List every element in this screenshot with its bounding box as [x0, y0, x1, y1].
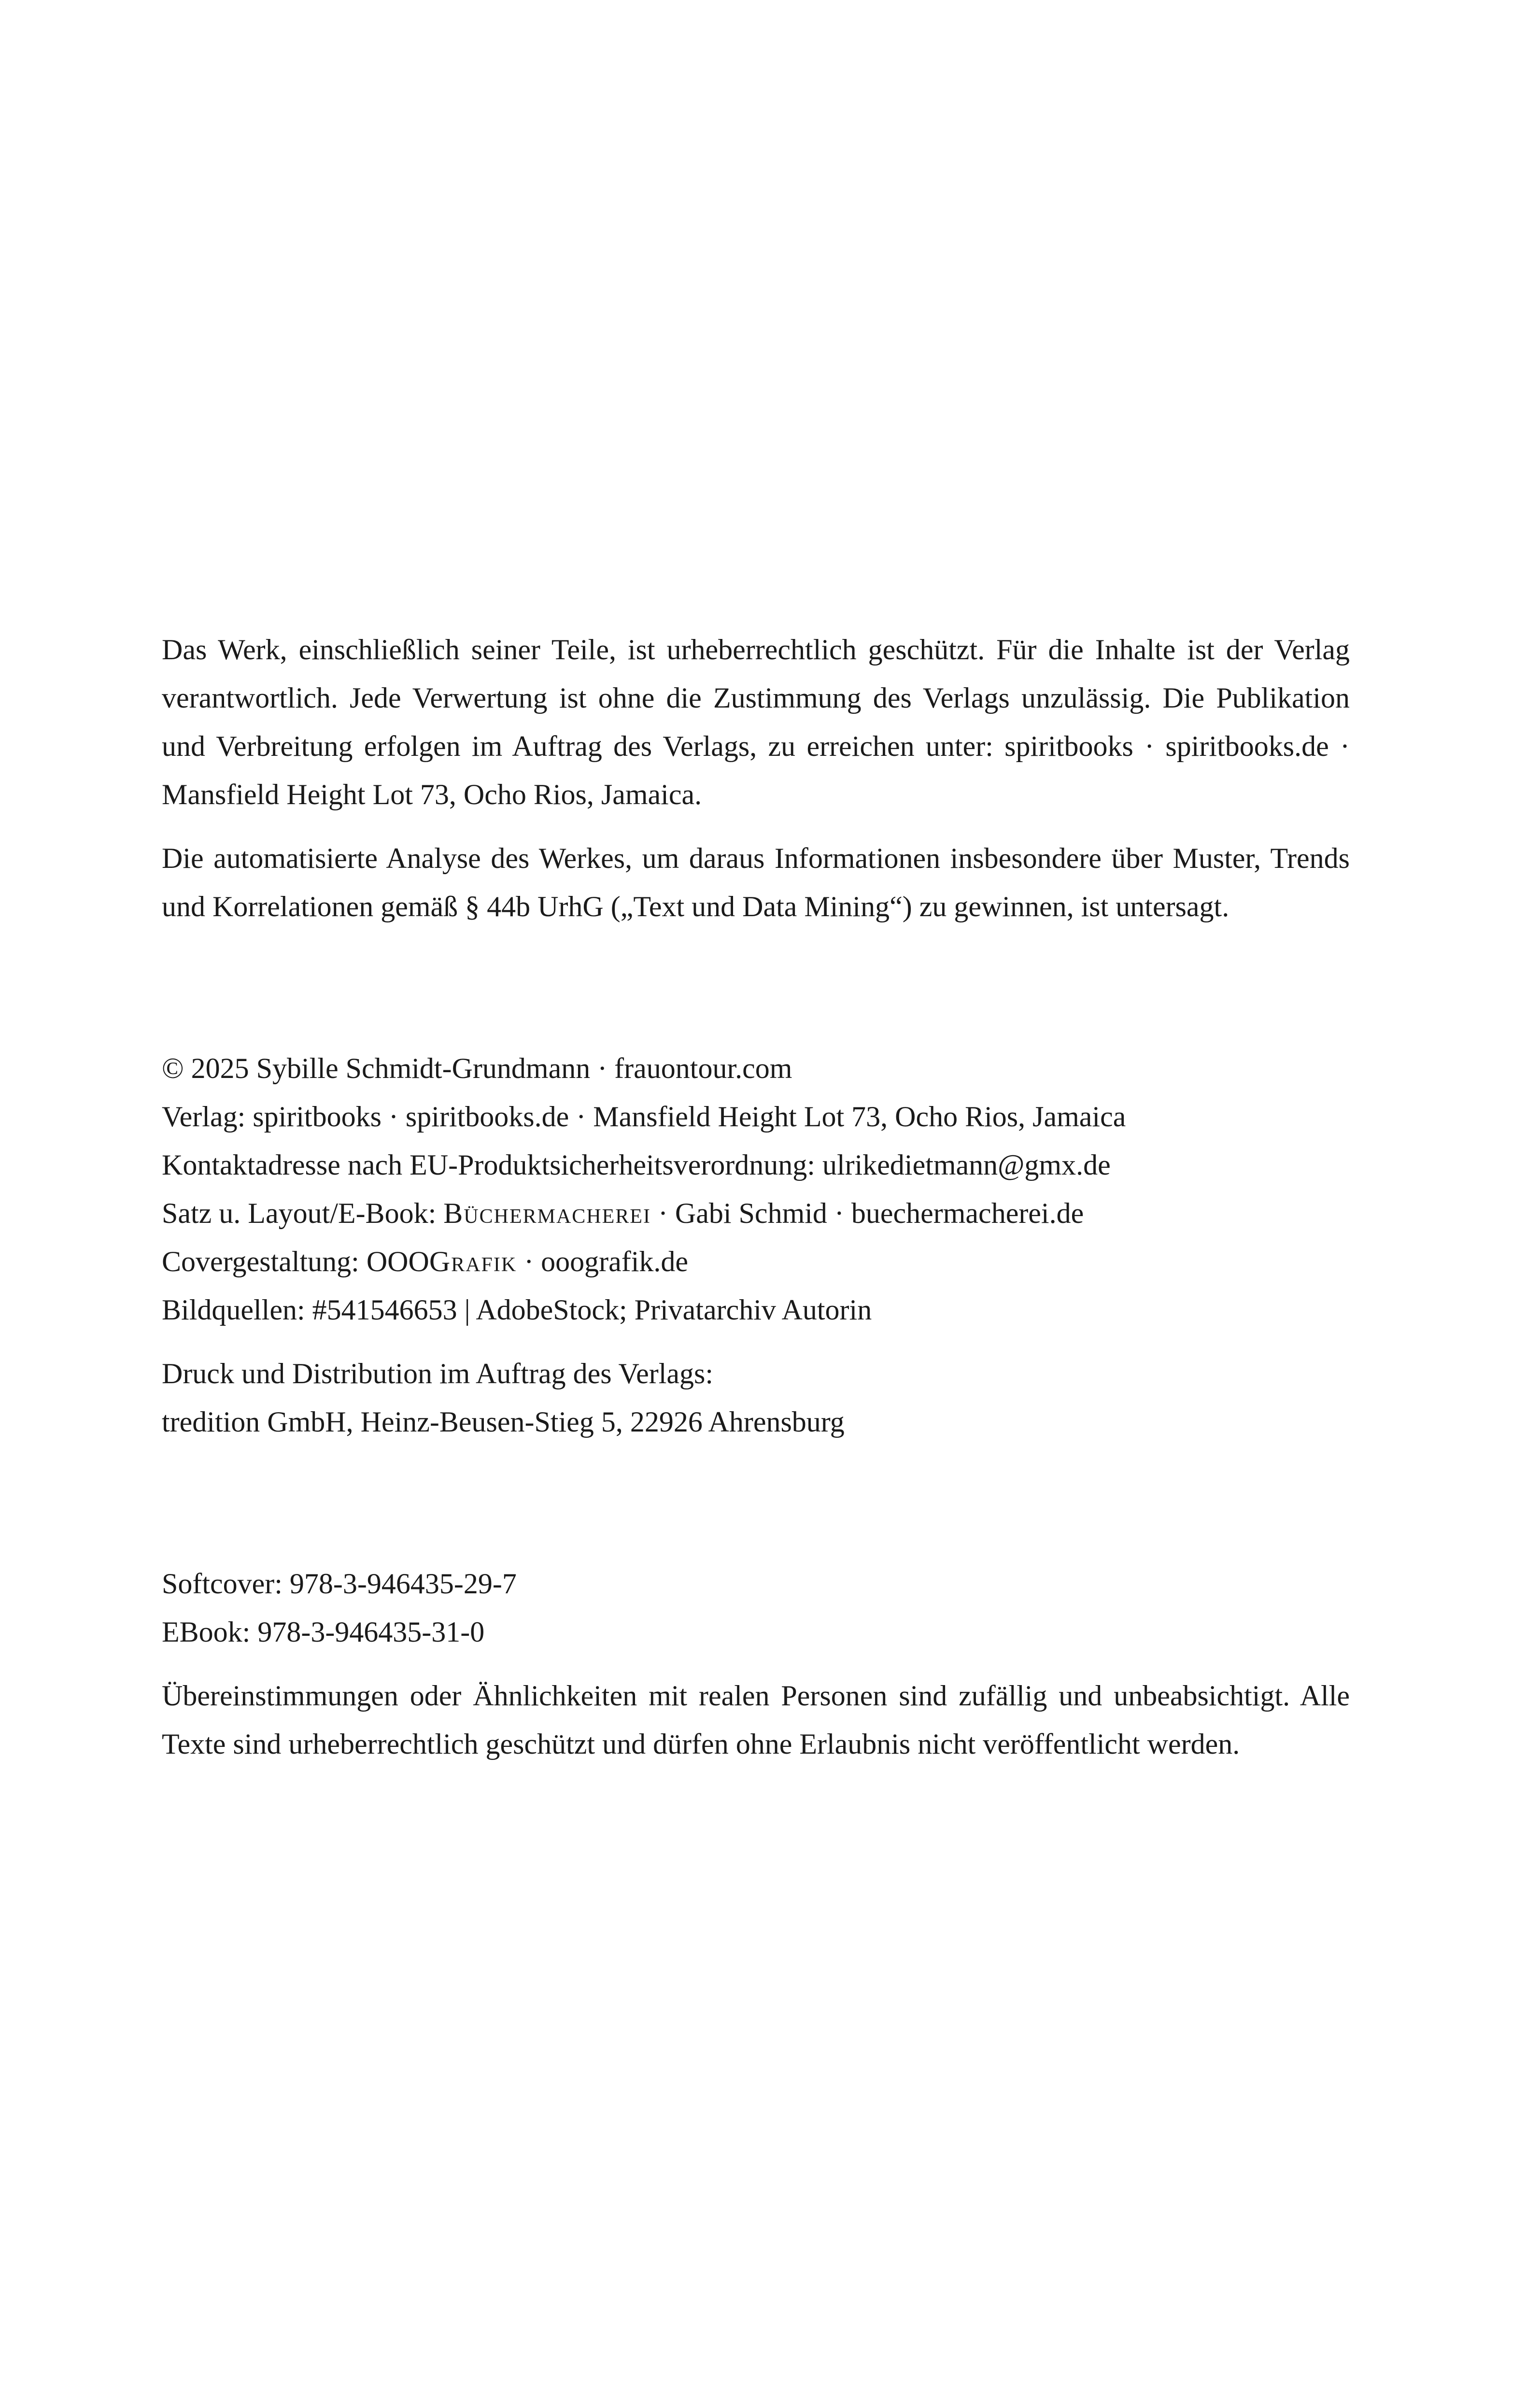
print-line-2: tredition GmbH, Heinz-Beusen-Stieg 5, 22926 Ahrensburg [162, 1406, 845, 1438]
copyright-notice-paragraph: Das Werk, einschließlich seiner Teile, ist urheberrechtlich geschützt. Für die Inhalte ist der Verlag verantwortlich. Jede Verwertung ist ohne die Zustimmung des Verlags unzulässig. Die Publikation und Verbreitung erfolgen im Auftrag des Verlags, zu erreichen unter: spiritbooks · spiritbooks.de · Mansfield Height Lot 73, Ocho Rios, Jamaica. [162, 634, 1350, 810]
isbn-block [162, 1560, 1350, 1656]
isbn-ebook: EBook: 978-3-946435-31-0 [162, 1616, 485, 1648]
layout-suffix: · Gabi Schmid · buechermacherei.de [650, 1197, 1084, 1229]
contact-line: Kontaktadresse nach EU-Produktsicherheitsverordnung: ulrikedietmann@gmx.de [162, 1149, 1111, 1181]
cover-studio-name: Grafik [429, 1246, 517, 1277]
credits-block [162, 1044, 1350, 1334]
disclaimer-paragraph: Übereinstimmungen oder Ähnlichkeiten mit realen Personen sind zufällig und unbeabsichtigt. Alle Texte sind urheberrechtlich geschützt und dürfen ohne Erlaubnis nicht veröffentlicht werden. [162, 1680, 1350, 1760]
image-sources-line: Bildquellen: #541546653 | AdobeStock; Privatarchiv Autorin [162, 1294, 872, 1326]
cover-prefix: Covergestaltung: OOO [162, 1246, 429, 1277]
copyright-line: © 2025 Sybille Schmidt-Grundmann · frauontour.com [162, 1052, 792, 1084]
publisher-line: Verlag: spiritbooks · spiritbooks.de · Mansfield Height Lot 73, Ocho Rios, Jamaica [162, 1101, 1126, 1133]
imprint-page [162, 625, 1350, 1768]
isbn-softcover: Softcover: 978-3-946435-29-7 [162, 1568, 517, 1600]
print-distribution-block [162, 1349, 1350, 1446]
text-data-mining-notice: Die automatisierte Analyse des Werkes, um daraus Informationen insbesondere über Muster, Trends und Korrelationen gemäß § 44b UrhG („Text und Data Mining“) zu gewinnen, ist untersagt. [162, 842, 1350, 922]
print-line-1: Druck und Distribution im Auftrag des Verlags: [162, 1358, 714, 1389]
layout-studio-name: Büchermacherei [443, 1197, 651, 1229]
layout-prefix: Satz u. Layout/E-Book: [162, 1197, 444, 1229]
cover-design-line [162, 1237, 1350, 1286]
layout-line [162, 1189, 1350, 1237]
cover-suffix: · ooografik.de [517, 1246, 689, 1277]
